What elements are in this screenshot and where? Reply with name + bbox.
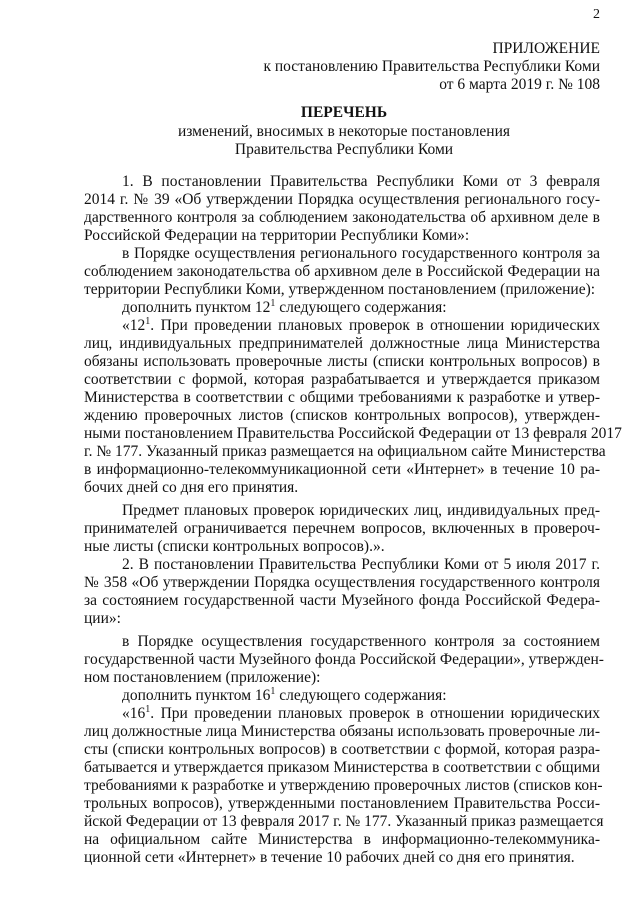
page-number: 2 — [593, 7, 600, 22]
text-line: за состоянием государственной части Музейного фонда Российской Федера- — [84, 592, 600, 609]
text-line: принимателей ограничивается перечнем вопросов, включенных в провероч- — [84, 520, 600, 537]
text-line: Российской Федерации на территории Республики Коми»: — [84, 227, 470, 244]
paragraph-7 — [84, 633, 604, 687]
text-line: Министерства в соответствии с общими требованиями к разработке и утвер- — [84, 389, 600, 406]
text-line: соответствии с формой, которая разрабатывается и утверждается приказом — [84, 371, 600, 388]
text-line: ном постановлением (приложение): — [84, 669, 321, 686]
text-line: батывается и утверждается приказом Министерства в соответствии с общими — [84, 759, 600, 776]
text-fragment: . При проведении плановых проверок в отношении юридических — [150, 705, 600, 722]
paragraph-2 — [84, 245, 600, 299]
text-line — [84, 299, 600, 317]
text-line: Предмет плановых проверок юридических лиц, индивидуальных пред- — [122, 502, 600, 519]
superscript: 1 — [270, 298, 276, 309]
text-line — [84, 705, 600, 723]
text-line: лиц, индивидуальных предпринимателей должностные лица Министерства — [84, 335, 600, 352]
text-line: ными постановлением Правительства Российской Федерации от 13 февраля 2017 — [84, 425, 622, 442]
text-fragment: . При проведении плановых проверок в отношении юридических — [150, 317, 600, 334]
paragraph-3 — [84, 299, 600, 317]
superscript: 1 — [270, 686, 276, 697]
text-fragment: «12 — [122, 317, 146, 334]
text-line: обязаны использовать проверочные листы (списки контрольных вопросов) в — [84, 353, 600, 370]
text-line: государственной части Музейного фонда Российской Федерации», утвержден- — [84, 651, 604, 668]
text-line: бочих дней со дня его принятия. — [84, 479, 299, 496]
paragraph-9 — [84, 704, 604, 867]
text-line — [84, 317, 600, 335]
paragraph-8 — [84, 687, 600, 705]
text-fragment: дополнить пунктом 12 — [122, 299, 271, 316]
text-line: ции»: — [84, 610, 121, 627]
text-line: в информационно-телекоммуникационной сети «Интернет» в течение 10 ра- — [84, 461, 600, 478]
text-line: в Порядке осуществления государственного контроля за состоянием — [122, 633, 600, 650]
text-line: ные листы (списки контрольных вопросов).». — [84, 538, 385, 555]
superscript: 1 — [145, 316, 151, 327]
text-line: № 358 «Об утверждении Порядка осуществления государственного контроля — [84, 574, 600, 591]
paragraph-6 — [84, 556, 600, 628]
text-line: ционной сети «Интернет» в течение 10 рабочих дней со дня его принятия. — [84, 849, 575, 866]
text-fragment: «16 — [122, 705, 146, 722]
text-line: трольных вопросов), утвержденными постановлением Правительства Росси- — [84, 795, 600, 812]
paragraph-5 — [84, 502, 600, 556]
superscript: 1 — [145, 704, 151, 715]
text-line: 2. В постановлении Правительства Республики Коми от 5 июля 2017 г. — [122, 556, 600, 573]
text-fragment: следующего содержания: — [275, 687, 447, 704]
text-line: соблюдением законодательства об архивном деле в Российской Федерации на — [84, 263, 600, 280]
text-line: требованиями к разработке и утверждению проверочных листов (списков кон- — [84, 777, 603, 794]
appendix-header — [200, 40, 600, 94]
paragraph-4 — [84, 316, 622, 497]
text-line: территории Республики Коми, утвержденном постановлением (приложение): — [84, 281, 596, 298]
text-fragment: следующего содержания: — [275, 299, 447, 316]
appendix-resolution: к постановлению Правительства Республики Коми — [263, 58, 600, 75]
paragraph-1 — [84, 173, 600, 245]
text-line: 2014 г. № 39 «Об утверждении Порядка осуществления регионального госу- — [84, 191, 600, 208]
text-line: дарственного контроля за соблюдением законодательства об архивном деле в — [84, 209, 600, 226]
text-line: на официальном сайте Министерства в информационно-телекоммуника- — [84, 831, 600, 848]
text-line: йской Федерации от 13 февраля 2017 г. № 177. Указанный приказ размещается — [84, 813, 604, 830]
document-title: ПЕРЕЧЕНЬ — [300, 104, 388, 121]
text-line: 1. В постановлении Правительства Республики Коми от 3 февраля — [122, 173, 600, 190]
document-subtitle-line-2: Правительства Республики Коми — [234, 141, 454, 158]
text-line — [84, 687, 600, 705]
appendix-date: от 6 марта 2019 г. № 108 — [439, 76, 600, 93]
text-fragment: дополнить пунктом 16 — [122, 687, 271, 704]
document-heading — [84, 104, 604, 159]
text-line: г. № 177. Указанный приказ размещается на официальном сайте Министерства — [84, 443, 606, 460]
text-line: в Порядке осуществления регионального государственного контроля за — [122, 245, 600, 262]
text-line: лиц должностные лица Министерства обязаны использовать проверочные ли- — [84, 723, 600, 740]
document-subtitle-line-1: изменений, вносимых в некоторые постановления — [177, 123, 510, 140]
text-line: ждению проверочных листов (списков контрольных вопросов), утвержден- — [84, 407, 600, 424]
document-body — [84, 173, 622, 867]
appendix-label: ПРИЛОЖЕНИЕ — [492, 40, 600, 57]
text-line: сты (списки контрольных вопросов) в соответствии с формой, которая разра- — [84, 741, 600, 758]
